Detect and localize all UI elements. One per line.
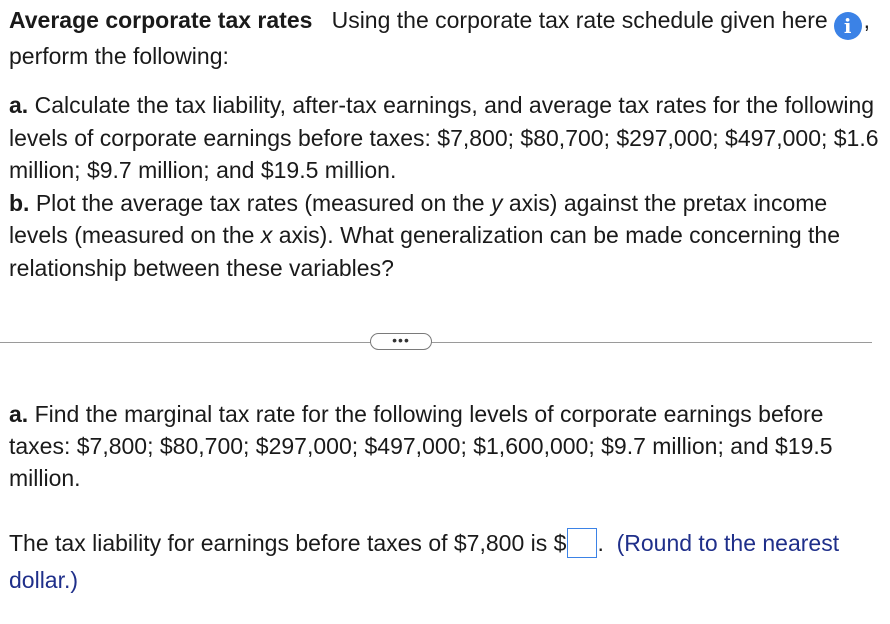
part-b-text-2: axis) against the pretax income levels (measured on the (9, 189, 828, 248)
intro-text: Using the corporate tax rate schedule given here (331, 7, 828, 33)
part-a (9, 89, 879, 187)
question-label: a. (9, 401, 29, 427)
question-text: Find the marginal tax rate for the following levels of corporate earnings before taxes: $7,800; $80,700; $297,000; $497,000; $1,600,000; $9.7 million; and $19.5 million. (9, 401, 833, 491)
part-b (9, 187, 879, 285)
section-divider (0, 342, 872, 343)
question-prompt (9, 398, 879, 494)
problem-parts (9, 89, 879, 284)
rounding-hint: (Round to the nearest dollar.) (9, 530, 840, 593)
expand-more-button[interactable]: ••• (370, 333, 432, 350)
part-b-x-var: x (260, 222, 273, 248)
problem-intro (9, 4, 879, 72)
answer-prefix: The tax liability for earnings before taxes of $7,800 is $ (9, 530, 567, 556)
part-a-text: Calculate the tax liability, after-tax earnings, and average tax rates for the following levels of corporate earnings before taxes: $7,800; $80,700; $297,000; $497,000; $1.6 million; $9.7 million; and $19.5 million. (9, 92, 879, 183)
part-b-text-3: axis). What generalization can be made concerning the relationship between these variables? (9, 222, 841, 281)
answer-suffix: . (597, 530, 604, 556)
answer-line (9, 525, 879, 599)
info-icon[interactable]: i (834, 12, 862, 40)
part-b-y-var: y (491, 189, 503, 216)
part-b-label: b. (9, 189, 30, 216)
part-a-label: a. (9, 92, 29, 118)
problem-title: Average corporate tax rates (9, 7, 313, 33)
part-b-text-1: Plot the average tax rates (measured on the (35, 189, 485, 216)
tax-liability-input[interactable] (567, 528, 597, 558)
intro-text-end: , perform the following: (9, 7, 871, 69)
